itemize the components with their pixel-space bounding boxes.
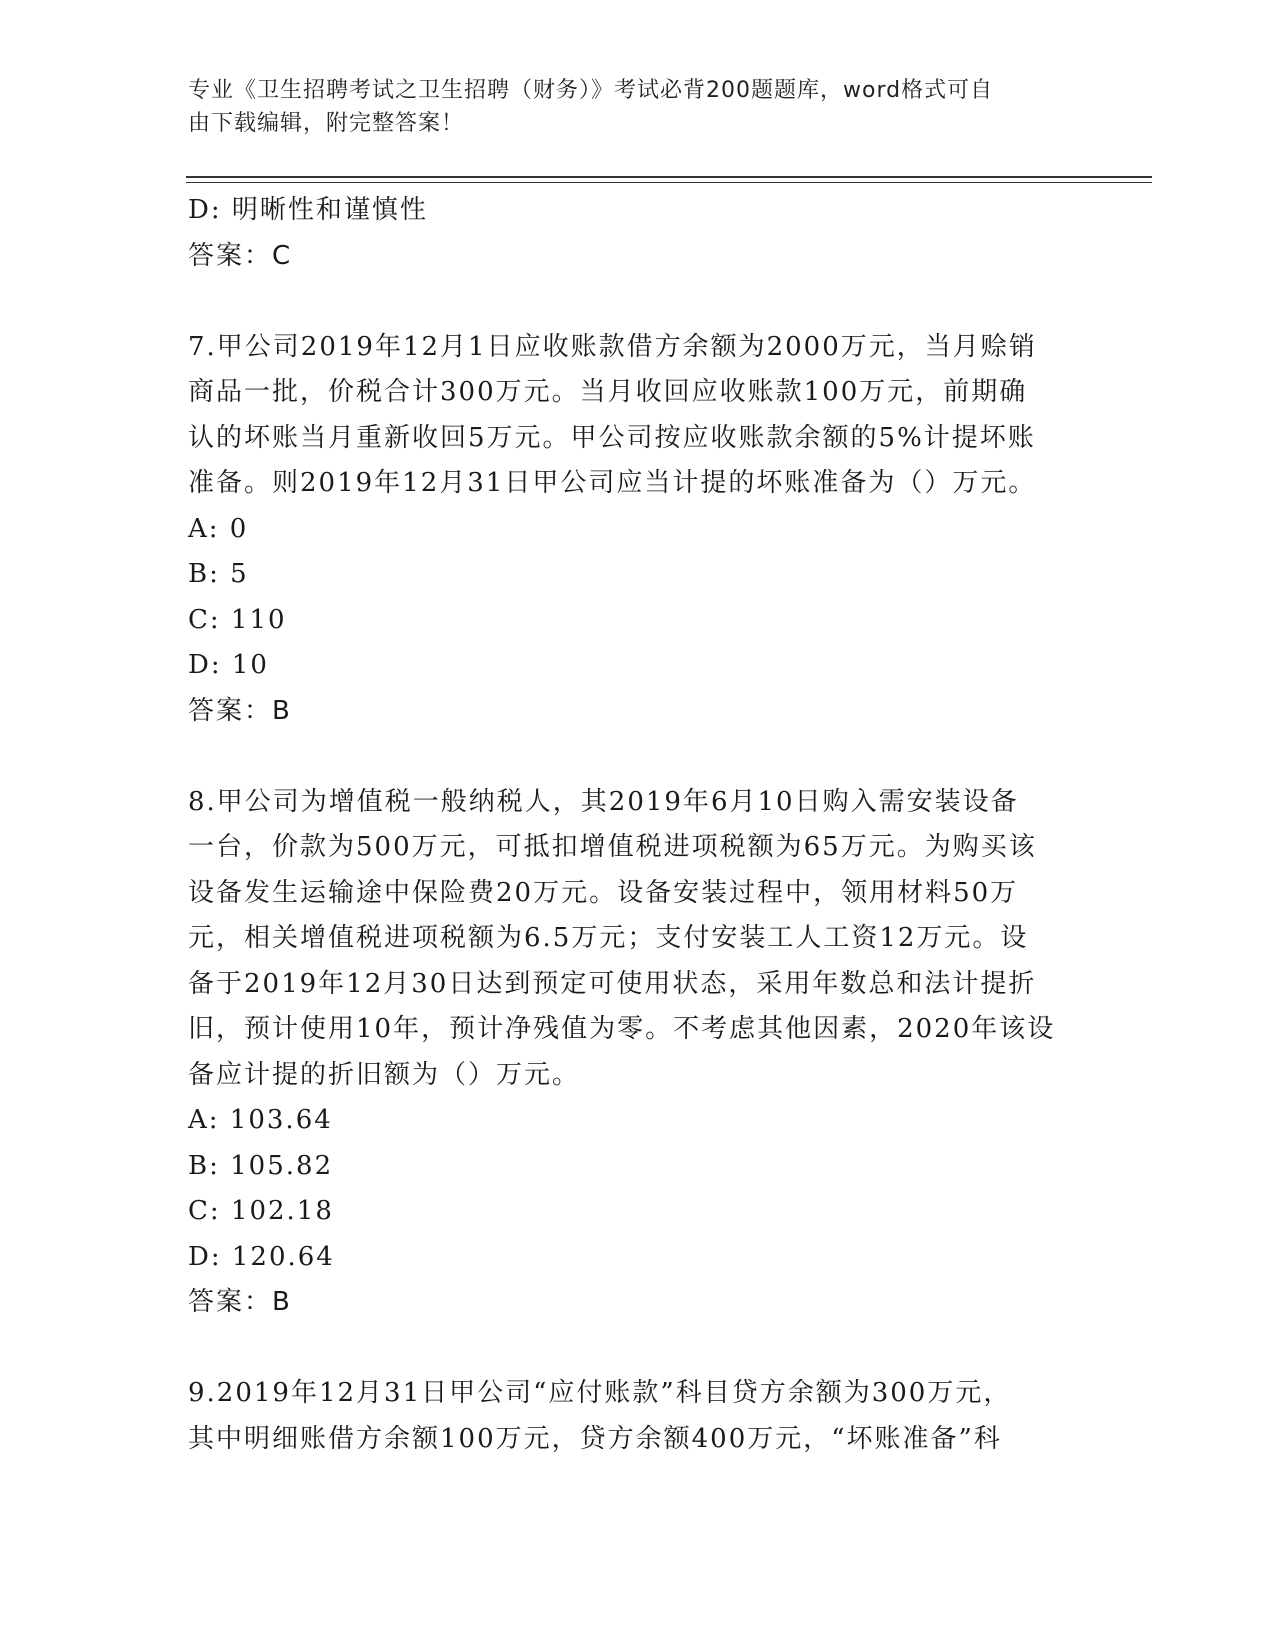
prev-answer: 答案：C [188, 240, 293, 271]
q7-option-a: A: 0 [188, 513, 249, 544]
q8-stem-line-3: 设备发生运输途中保险费20万元。设备安装过程中，领用材料50万 [188, 877, 1019, 908]
q7-stem-line-1: 7.甲公司2019年12月1日应收账款借方余额为2000万元，当月赊销 [188, 331, 1037, 362]
q7-option-b: B: 5 [188, 559, 249, 589]
question-8 [188, 780, 1088, 1326]
header-divider-thick [186, 176, 1152, 178]
q7-option-d: D: 10 [188, 650, 269, 680]
q8-option-a: A: 103.64 [188, 1105, 333, 1135]
q8-stem-line-4: 元，相关增值税进项税额为6.5万元；支付安装工人工资12万元。设 [188, 923, 1029, 953]
q8-option-b: B: 105.82 [188, 1150, 334, 1181]
q9-stem-line-2: 其中明细账借方余额100万元，贷方余额400万元，“坏账准备”科 [188, 1423, 1002, 1454]
spacer [188, 734, 1088, 780]
header-divider-thin [186, 182, 1152, 183]
q8-stem-line-5: 备于2019年12月30日达到预定可使用状态，采用年数总和法计提折 [188, 968, 1037, 999]
question-content [188, 188, 1088, 1462]
q8-option-c: C: 102.18 [188, 1196, 334, 1226]
spacer [188, 279, 1088, 325]
q7-stem-line-2: 商品一批，价税合计300万元。当月收回应收账款100万元，前期确 [188, 377, 1028, 407]
q9-stem-line-1: 9.2019年12月31日甲公司“应付账款”科目贷方余额为300万元， [188, 1378, 1012, 1408]
question-9 [188, 1371, 1088, 1462]
header-line-1: 专业《卫生招聘考试之卫生招聘（财务）》考试必背200题题库，word格式可自 [188, 78, 994, 103]
header-line-2: 由下载编辑，附完整答案！ [188, 111, 465, 136]
question-7 [188, 325, 1088, 735]
page-header [188, 74, 1068, 140]
q8-stem-line-1: 8.甲公司为增值税一般纳税人，其2019年6月10日购入需安装设备 [188, 786, 1019, 817]
q8-stem-line-2: 一台，价款为500万元，可抵扣增值税进项税额为65万元。为购买该 [188, 832, 1037, 862]
q8-stem-line-6: 旧，预计使用10年，预计净残值为零。不考虑其他因素，2020年该设 [188, 1014, 1056, 1044]
q8-option-d: D: 120.64 [188, 1241, 335, 1272]
q7-stem-line-3: 认的坏账当月重新收回5万元。甲公司按应收账款余额的5%计提坏账 [188, 422, 1036, 453]
q8-stem-line-7: 备应计提的折旧额为（）万元。 [188, 1059, 581, 1090]
q7-stem-line-4: 准备。则2019年12月31日甲公司应当计提的坏账准备为（）万元。 [188, 468, 1037, 498]
prev-option-d: D: 明晰性和谨慎性 [188, 195, 428, 225]
q7-option-c: C: 110 [188, 604, 287, 635]
q7-answer: 答案：B [188, 695, 292, 726]
q8-answer: 答案：B [188, 1287, 292, 1317]
spacer [188, 1326, 1088, 1372]
